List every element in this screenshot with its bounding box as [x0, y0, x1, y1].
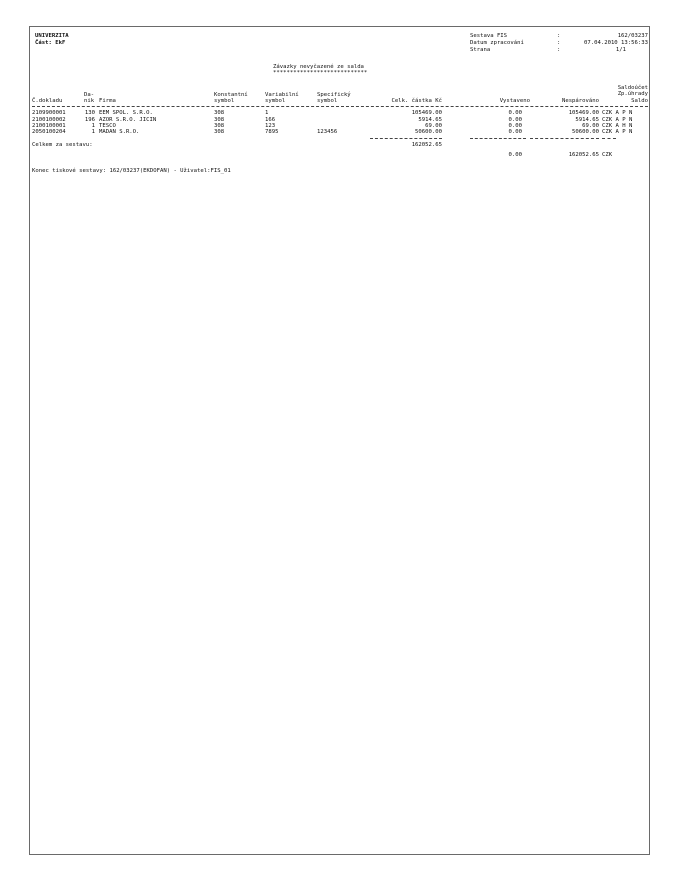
column-header-dan-bottom: nik [84, 98, 95, 104]
meta-label-date: Datum zpracování [470, 40, 524, 46]
column-header-firm: Firma [99, 98, 116, 104]
row-saldo-flags: CZK A H N [602, 123, 633, 129]
row-firm: EEM SPOL. S.R.O. [99, 110, 153, 116]
column-header-amount: Celk. částka Kč [391, 98, 442, 104]
row-issued: 0.00 [508, 129, 522, 135]
column-header-doc: Č.dokladu [32, 98, 63, 104]
meta-colon: : [557, 33, 561, 39]
row-ss: 123456 [317, 129, 338, 135]
row-vs: 1 [265, 110, 269, 116]
column-header-dan-top: Da- [84, 92, 95, 98]
row-saldo-flags: CZK A P N [602, 129, 633, 135]
column-header-issued: Vystaveno [499, 98, 530, 104]
row-amount: 5914.65 [418, 117, 442, 123]
totals-separator-amount [370, 138, 442, 139]
department-part: Část: EkF [35, 40, 66, 46]
meta-value-report: 162/03237 [617, 33, 648, 39]
row-unpaired: 50600.00 [572, 129, 599, 135]
row-saldo-flags: CZK A P N [602, 117, 633, 123]
meta-value-date: 07.04.2010 13:56:33 [584, 40, 648, 46]
column-header-ss-bottom: symbol [317, 98, 338, 104]
totals-separator-saldo [602, 138, 616, 139]
row-dan: 1 [91, 123, 95, 129]
column-header-ss-top: Specifický [317, 92, 351, 98]
row-doc: 2100100002 [32, 117, 66, 123]
row-unpaired: 69.00 [582, 123, 599, 129]
column-header-zp-uhrady: Zp.úhrady [617, 91, 648, 97]
organization-name: UNIVERZITA [35, 33, 69, 39]
row-doc: 2100100001 [32, 123, 66, 129]
row-firm: MADAN S.R.O. [99, 129, 140, 135]
totals-currency: CZK [602, 152, 613, 158]
row-ks: 308 [214, 123, 225, 129]
column-header-saldo: Saldo [631, 98, 648, 104]
row-unpaired: 105469.00 [568, 110, 599, 116]
row-dan: 196 [84, 117, 95, 123]
row-saldo-flags: CZK A P N [602, 110, 633, 116]
totals-issued: 0.00 [508, 152, 522, 158]
totals-label: Celkem za sestavu: [32, 142, 93, 148]
row-unpaired: 5914.65 [575, 117, 599, 123]
row-issued: 0.00 [508, 123, 522, 129]
row-ks: 308 [214, 129, 225, 135]
meta-colon: : [557, 40, 561, 46]
row-vs: 7895 [265, 129, 279, 135]
row-dan: 1 [91, 129, 95, 135]
meta-label-report: Sestava FIS [470, 33, 508, 39]
row-ks: 308 [214, 110, 225, 116]
row-issued: 0.00 [508, 117, 522, 123]
column-header-vs-top: Variabilní [265, 92, 299, 98]
row-vs: 123 [265, 123, 276, 129]
meta-value-page: 1/1 [615, 47, 626, 53]
row-issued: 0.00 [508, 110, 522, 116]
totals-amount: 162052.65 [411, 142, 442, 148]
totals-unpaired: 162052.65 [568, 152, 599, 158]
row-dan: 130 [84, 110, 95, 116]
column-header-ks-top: Konstantní [214, 92, 248, 98]
totals-separator-unpaired [530, 138, 599, 139]
row-amount: 50600.00 [415, 129, 442, 135]
report-title-underline: **************************** [273, 70, 368, 76]
totals-separator-issued [470, 138, 526, 139]
row-amount: 105469.00 [411, 110, 442, 116]
row-amount: 69.00 [425, 123, 442, 129]
report-title: Závazky nevyčazené ze salda [273, 64, 364, 70]
row-doc: 2050100204 [32, 129, 66, 135]
row-firm: AZOR S.R.O. JICIN [99, 117, 157, 123]
column-header-unpaired: Nespárováno [561, 98, 599, 104]
column-header-vs-bottom: symbol [265, 98, 286, 104]
row-firm: TESCO [99, 123, 116, 129]
report-page [29, 26, 650, 855]
meta-colon: : [557, 47, 561, 53]
row-doc: 2109900001 [32, 110, 66, 116]
row-vs: 166 [265, 117, 276, 123]
row-ks: 308 [214, 117, 225, 123]
column-header-saldoucet: Saldoúčet [617, 85, 648, 91]
column-header-ks-bottom: symbol [214, 98, 235, 104]
report-end-line: Konec tiskové sestavy: 162/03237(EKDOFAN) - Uživatel:FIS_01 [32, 168, 231, 174]
header-separator [32, 106, 648, 107]
meta-label-page: Strana [470, 47, 491, 53]
